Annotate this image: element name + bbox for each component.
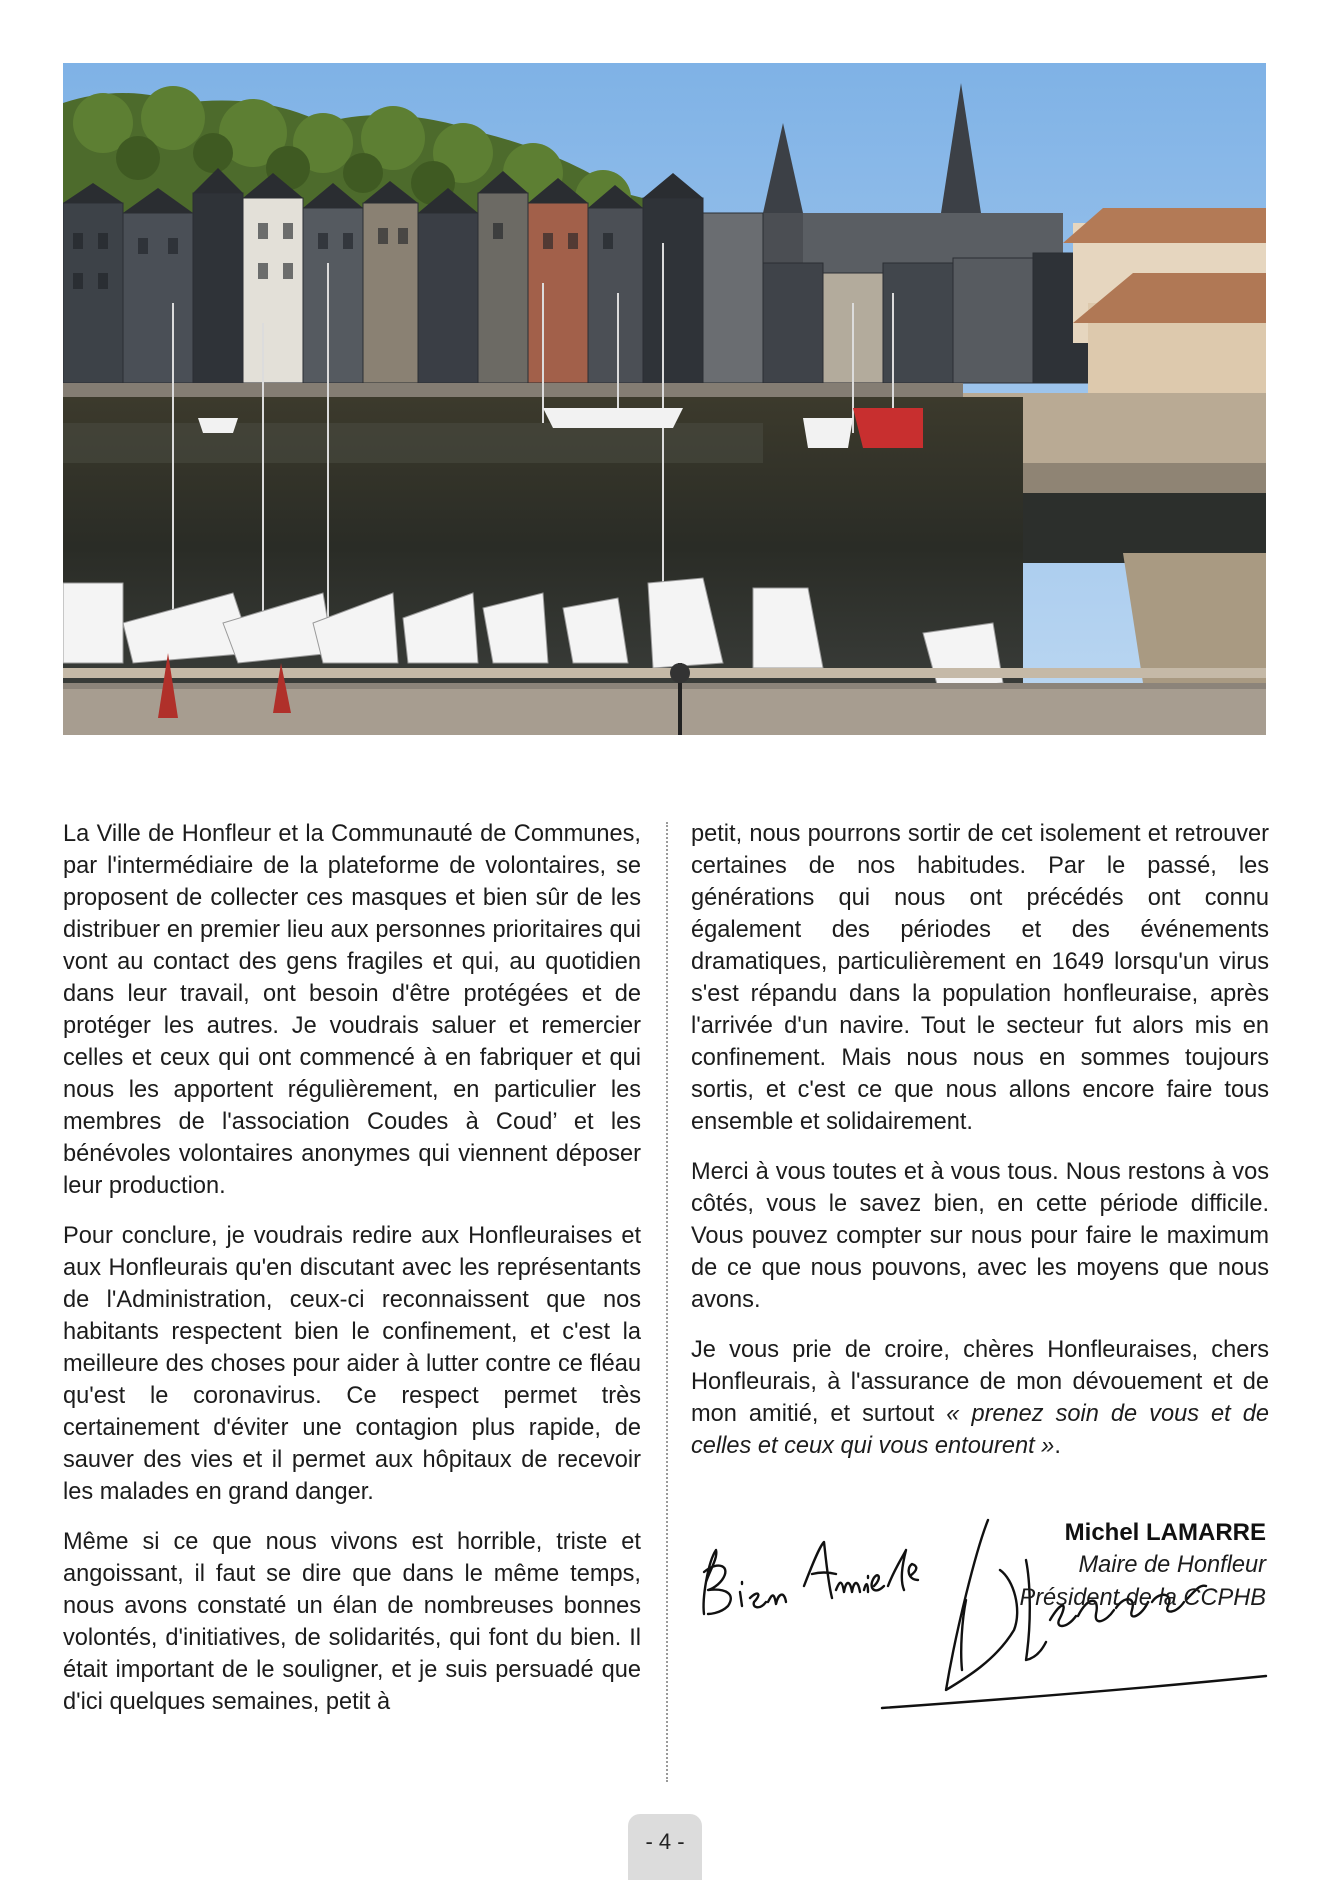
paragraph-closing <box>691 1334 1269 1462</box>
paragraph-masques: La Ville de Honfleur et la Communauté de Communes, par l'intermédiaire de la plateforme de volontaires, se proposent de collecter ces masques et bien sûr de les distribuer en premier lieu aux personnes prioritaires qui vont au contact des gens fragiles et qui, au quotidien dans leur travail, ont besoin d'être protégées et de protéger les autres. Je voudrais saluer et remercier celles et ceux qui ont commencé à en fabriquer et qui nous les apportent régulièrement, en particulier les membres de l'association Coudes à Coud’ et les bénévoles volontaires anonymes qui viennent déposer leur production. <box>63 821 641 1199</box>
paragraph-histoire: petit, nous pourrons sortir de cet isolement et retrouver certaines de nos habitudes. Par le passé, les générations qui nous ont précédés ont connu également des périodes et des événements dramatiques, particulièrement en 1649 lorsqu'un virus s'est répandu dans la population honfleuraise, après l'arrivée d'un navire. Tout le secteur fut alors mis en confinement. Mais nous nous en sommes toujours sortis, et c'est ce que nous allons encore faire tous ensemble et solidairement. <box>691 821 1269 1135</box>
harbor-photo <box>63 63 1266 735</box>
column-divider <box>666 822 668 1782</box>
paragraph-solidarites: Même si ce que nous vivons est horrible, triste et angoissant, il faut se dire que dans le même temps, nous avons constaté un élan de nombreuses bonnes volontés, d'initiatives, de solidarités, qui font du bien. Il était important de le souligner, et je suis persuadé que d'ici quelques semaines, petit à <box>63 1529 641 1715</box>
paragraph-conclusion: Pour conclure, je voudrais redire aux Honfleuraises et aux Honfleurais qu'en discutant avec les représentants de l'Administration, ceux-ci reconnaissent que nos habitants respectent bien le confinement, et c'est la meilleure des choses pour aider à lutter contre ce fléau qu'est le coronavirus. Ce respect permet très certainement d'éviter une contagion plus rapide, de sauver des vies et il permet aux hôpitaux de recevoir les malades en grand danger. <box>63 1223 641 1505</box>
paragraph-remerciements: Merci à vous toutes et à vous tous. Nous restons à vos côtés, vous le savez bien, en cette période difficile. Vous pouvez compter sur nous pour faire le maximum de ce que nous pouvons, avec les moyens que nous avons. <box>691 1159 1269 1313</box>
signer-role: Maire de Honfleur <box>1078 1552 1266 1578</box>
signer-organization: Président de la CCPHB <box>1019 1585 1266 1611</box>
page-number: - 4 - <box>628 1814 702 1880</box>
closing-quote: « prenez soin de vous et de celles et ceux qui vous entourent » <box>691 1401 1269 1459</box>
closing-text: Je vous prie de croire, chères Honfleuraises, chers Honfleurais, à l'assurance de mon dévouement et de mon amitié, et surtout <box>691 1337 1269 1427</box>
column-left <box>63 818 641 1736</box>
signer-name: Michel LAMARRE <box>1064 1519 1266 1546</box>
column-right <box>691 818 1269 1480</box>
signature-block <box>1019 1516 1266 1615</box>
closing-end: . <box>1054 1433 1061 1459</box>
